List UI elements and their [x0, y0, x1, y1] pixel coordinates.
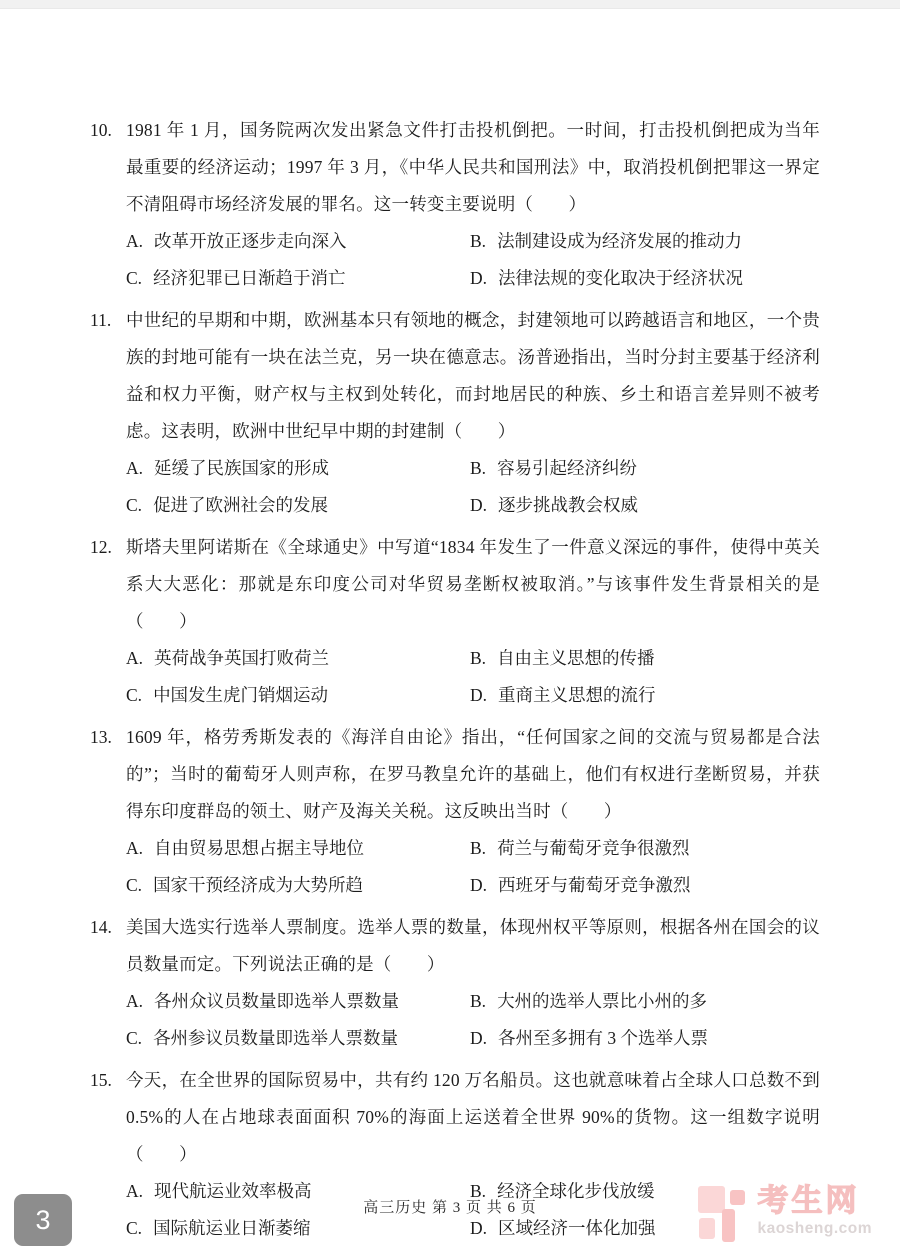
answer-option: [126, 867, 470, 904]
question-stem: 斯塔夫里阿诺斯在《全球通史》中写道“1834 年发生了一件意义深远的事件，使得中英关系大大恶化：那就是东印度公司对华贸易垄断权被取消。”与该事件发生背景相关的是（ ）: [126, 537, 820, 631]
question-block: [90, 302, 820, 524]
footer-page-info: 高三历史 第 3 页 共 6 页: [363, 1200, 537, 1216]
options-grid: [126, 830, 820, 904]
option-text: 中国发生虎门销烟运动: [153, 685, 329, 705]
question-number: 13.: [90, 727, 112, 747]
options-grid: [126, 223, 820, 297]
question-block: [90, 112, 820, 297]
question-stem-row: [90, 1062, 820, 1173]
logo-domain: kaosheng.com: [757, 1220, 872, 1237]
question-number: 10.: [90, 120, 112, 140]
option-text: 英荷战争英国打败荷兰: [154, 648, 330, 668]
answer-option: [126, 677, 470, 714]
option-label: B.: [470, 458, 487, 478]
question-number: 11.: [90, 310, 112, 330]
options-grid: [126, 983, 820, 1057]
question-stem-row: [90, 112, 820, 223]
question-stem: 美国大选实行选举人票制度。选举人票的数量，体现州权平等原则，根据各州在国会的议员数量而定。下列说法正确的是（ ）: [126, 917, 820, 974]
option-label: C.: [126, 875, 143, 895]
option-text: 重商主义思想的流行: [498, 685, 656, 705]
option-label: D.: [470, 1218, 488, 1238]
option-text: 西班牙与葡萄牙竞争激烈: [498, 875, 691, 895]
answer-option: [126, 1020, 470, 1057]
answer-option: [470, 867, 820, 904]
exam-questions-area: [90, 112, 820, 1252]
scan-top-edge: [0, 0, 900, 9]
logo-block: [730, 1190, 745, 1205]
question-number: 14.: [90, 917, 112, 937]
answer-option: [126, 640, 470, 677]
logo-text: [757, 1183, 872, 1239]
option-label: A.: [126, 458, 144, 478]
question-stem: 1981 年 1 月，国务院两次发出紧急文件打击投机倒把。一时间，打击投机倒把成为当年最重要的经济运动；1997 年 3 月，《中华人民共和国刑法》中，取消投机倒把罪这一界定不清阻碍市场经济发展的罪名。这一转变主要说明（ ）: [126, 120, 820, 214]
answer-option: [470, 677, 820, 714]
option-label: C.: [126, 1028, 143, 1048]
option-label: A.: [126, 838, 144, 858]
option-text: 改革开放正逐步走向深入: [154, 231, 347, 251]
option-label: D.: [470, 495, 488, 515]
answer-option: [126, 223, 470, 260]
option-text: 荷兰与葡萄牙竞争很激烈: [497, 838, 690, 858]
option-text: 法制建设成为经济发展的推动力: [497, 231, 743, 251]
kaosheng-logo-icon: [698, 1183, 750, 1245]
option-label: B.: [470, 838, 487, 858]
option-label: A.: [126, 991, 144, 1011]
question-number: 15.: [90, 1070, 112, 1090]
question-stem-row: [90, 909, 820, 983]
option-label: B.: [470, 1181, 487, 1201]
option-text: 逐步挑战教会权威: [498, 495, 639, 515]
option-text: 现代航运业效率极高: [154, 1181, 312, 1201]
option-text: 自由主义思想的传播: [497, 648, 655, 668]
page-number-badge: 3: [14, 1194, 72, 1246]
option-text: 自由贸易思想占据主导地位: [154, 838, 365, 858]
logo-block: [722, 1209, 735, 1242]
answer-option: [470, 983, 820, 1020]
option-label: C.: [126, 495, 143, 515]
question-stem-row: [90, 302, 820, 450]
logo-block: [698, 1186, 725, 1213]
question-block: [90, 529, 820, 714]
answer-option: [126, 450, 470, 487]
option-text: 大州的选举人票比小州的多: [497, 991, 708, 1011]
logo-brand-name: 考生网: [757, 1183, 860, 1218]
option-label: A.: [126, 648, 144, 668]
option-label: C.: [126, 1218, 143, 1238]
answer-option: [470, 640, 820, 677]
answer-option: [126, 260, 470, 297]
option-label: A.: [126, 231, 144, 251]
answer-option: [470, 1020, 820, 1057]
option-text: 经济全球化步伐放缓: [497, 1181, 655, 1201]
option-text: 经济犯罪已日渐趋于消亡: [153, 268, 346, 288]
option-label: D.: [470, 875, 488, 895]
option-label: B.: [470, 991, 487, 1011]
option-label: C.: [126, 685, 143, 705]
question-stem: 今天，在全世界的国际贸易中，共有约 120 万名船员。这也就意味着占全球人口总数不到 0.5%的人在占地球表面面积 70%的海面上运送着全世界 90%的货物。这一组数字说明（ ）: [126, 1070, 820, 1164]
question-number: 12.: [90, 537, 112, 557]
option-text: 各州至多拥有 3 个选举人票: [498, 1028, 709, 1048]
option-label: A.: [126, 1181, 144, 1201]
option-label: D.: [470, 268, 488, 288]
option-label: D.: [470, 1028, 488, 1048]
option-text: 促进了欧洲社会的发展: [153, 495, 329, 515]
option-text: 国际航运业日渐萎缩: [153, 1218, 311, 1238]
options-grid: [126, 640, 820, 714]
option-text: 延缓了民族国家的形成: [154, 458, 330, 478]
question-stem-row: [90, 529, 820, 640]
option-text: 各州众议员数量即选举人票数量: [154, 991, 400, 1011]
answer-option: [126, 487, 470, 524]
option-label: B.: [470, 231, 487, 251]
logo-block: [699, 1218, 715, 1239]
answer-option: [470, 223, 820, 260]
answer-option: [470, 450, 820, 487]
option-label: B.: [470, 648, 487, 668]
options-grid: [126, 450, 820, 524]
question-stem: 中世纪的早期和中期，欧洲基本只有领地的概念，封建领地可以跨越语言和地区，一个贵族的封地可能有一块在法兰克，另一块在德意志。汤普逊指出，当时分封主要基于经济利益和权力平衡，财产权与主权到处转化，而封地居民的种族、乡土和语言差异则不被考虑。这表明，欧洲中世纪早中期的封建制（ ）: [126, 310, 820, 441]
answer-option: [470, 830, 820, 867]
answer-option: [126, 830, 470, 867]
answer-option: [470, 260, 820, 297]
question-stem-row: [90, 719, 820, 830]
option-label: D.: [470, 685, 488, 705]
option-text: 各州参议员数量即选举人票数量: [153, 1028, 399, 1048]
question-stem: 1609 年，格劳秀斯发表的《海洋自由论》指出，“任何国家之间的交流与贸易都是合法的”；当时的葡萄牙人则声称，在罗马教皇允许的基础上，他们有权进行垄断贸易，并获得东印度群岛的领土、财产及海关关税。这反映出当时（ ）: [126, 727, 820, 821]
option-text: 容易引起经济纠纷: [497, 458, 638, 478]
answer-option: [470, 487, 820, 524]
option-text: 国家干预经济成为大势所趋: [153, 875, 364, 895]
option-text: 法律法规的变化取决于经济状况: [498, 268, 744, 288]
option-text: 区域经济一体化加强: [498, 1218, 656, 1238]
option-label: C.: [126, 268, 143, 288]
kaosheng-watermark: [698, 1183, 872, 1245]
question-block: [90, 719, 820, 904]
answer-option: [126, 983, 470, 1020]
question-block: [90, 909, 820, 1057]
